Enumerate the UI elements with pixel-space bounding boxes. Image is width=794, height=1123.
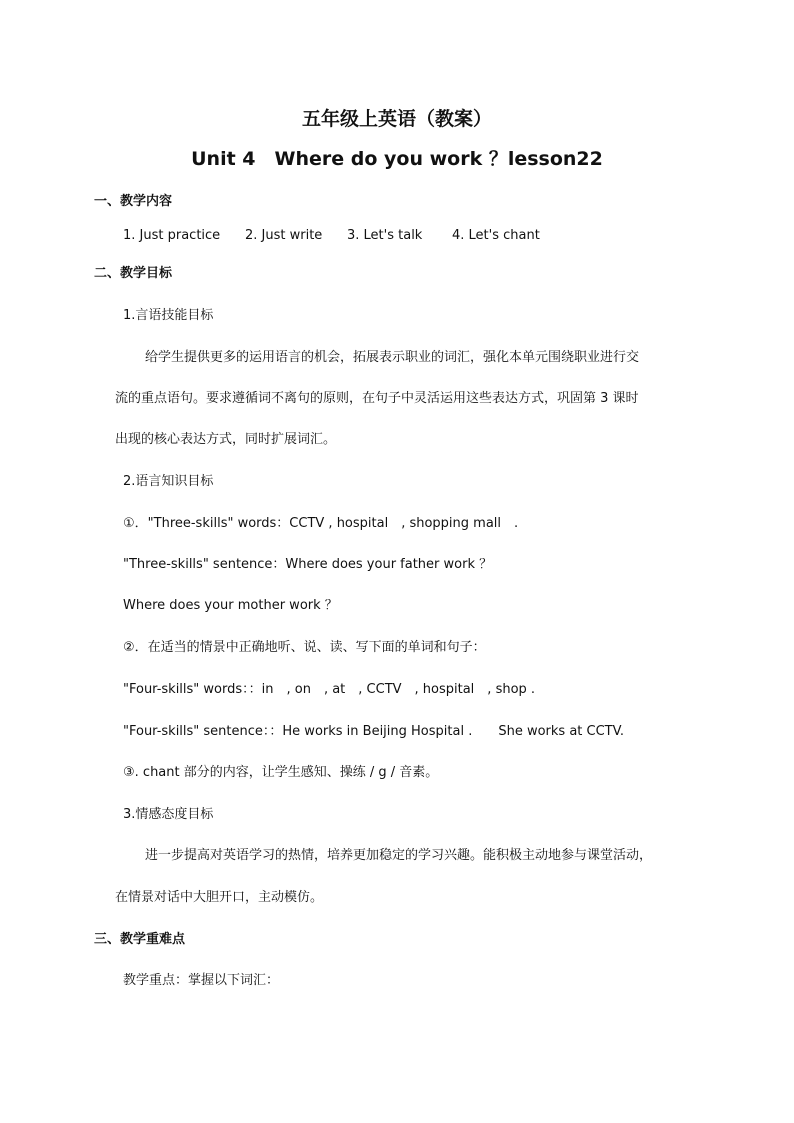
knowledge-line: ③. chant 部分的内容，让学生感知、操练 / g / 音素。 xyxy=(123,765,439,780)
paragraph-line: 进一步提高对英语学习的热情，培养更加稳定的学习兴趣。能积极主动地参与课堂活动， xyxy=(145,848,653,863)
document-subtitle: Unit 4 Where do you work ？lesson22 xyxy=(191,148,603,170)
paragraph-line: 给学生提供更多的运用语言的机会，拓展表示职业的词汇，强化本单元围绕职业进行交 xyxy=(145,350,640,365)
subheading-language-knowledge: 2.语言知识目标 xyxy=(123,474,214,489)
paragraph-line: 出现的核心表达方式，同时扩展词汇。 xyxy=(115,432,337,447)
knowledge-line: ①．"Three-skills" words：CCTV , hospital , shopping mall . xyxy=(123,516,519,531)
knowledge-line: "Three-skills" sentence：Where does your father work ？ xyxy=(123,557,493,572)
content-item: 3. Let's talk xyxy=(347,228,423,243)
content-item: 1. Just practice xyxy=(123,228,221,243)
content-item: 2. Just write xyxy=(245,228,323,243)
paragraph-line: 流的重点语句。要求遵循词不离句的原则，在句子中灵活运用这些表达方式，巩固第 3 课时 xyxy=(115,391,639,406)
subheading-emotional-attitude: 3.情感态度目标 xyxy=(123,807,214,822)
knowledge-line: Where does your mother work ？ xyxy=(123,598,338,613)
subheading-language-skills: 1.言语技能目标 xyxy=(123,308,214,323)
section-heading-objectives: 二、教学目标 xyxy=(94,266,173,281)
key-points-line: 教学重点：掌握以下词汇： xyxy=(123,973,280,988)
document-title: 五年级上英语（教案） xyxy=(301,108,492,130)
paragraph-line: 在情景对话中大胆开口，主动模仿。 xyxy=(115,890,324,905)
knowledge-line: ②．在适当的情景中正确地听、说、读、写下面的单词和句子： xyxy=(123,640,486,655)
knowledge-line: "Four-skills" words：：in , on , at , CCTV , hospital , shop . xyxy=(123,682,536,697)
section-heading-key-points: 三、教学重难点 xyxy=(94,932,186,947)
section-heading-content: 一、教学内容 xyxy=(94,194,173,209)
content-items-list xyxy=(123,227,540,245)
content-item: 4. Let's chant xyxy=(452,228,540,243)
knowledge-line: "Four-skills" sentence：：He works in Beijing Hospital . She works at CCTV. xyxy=(123,724,624,739)
